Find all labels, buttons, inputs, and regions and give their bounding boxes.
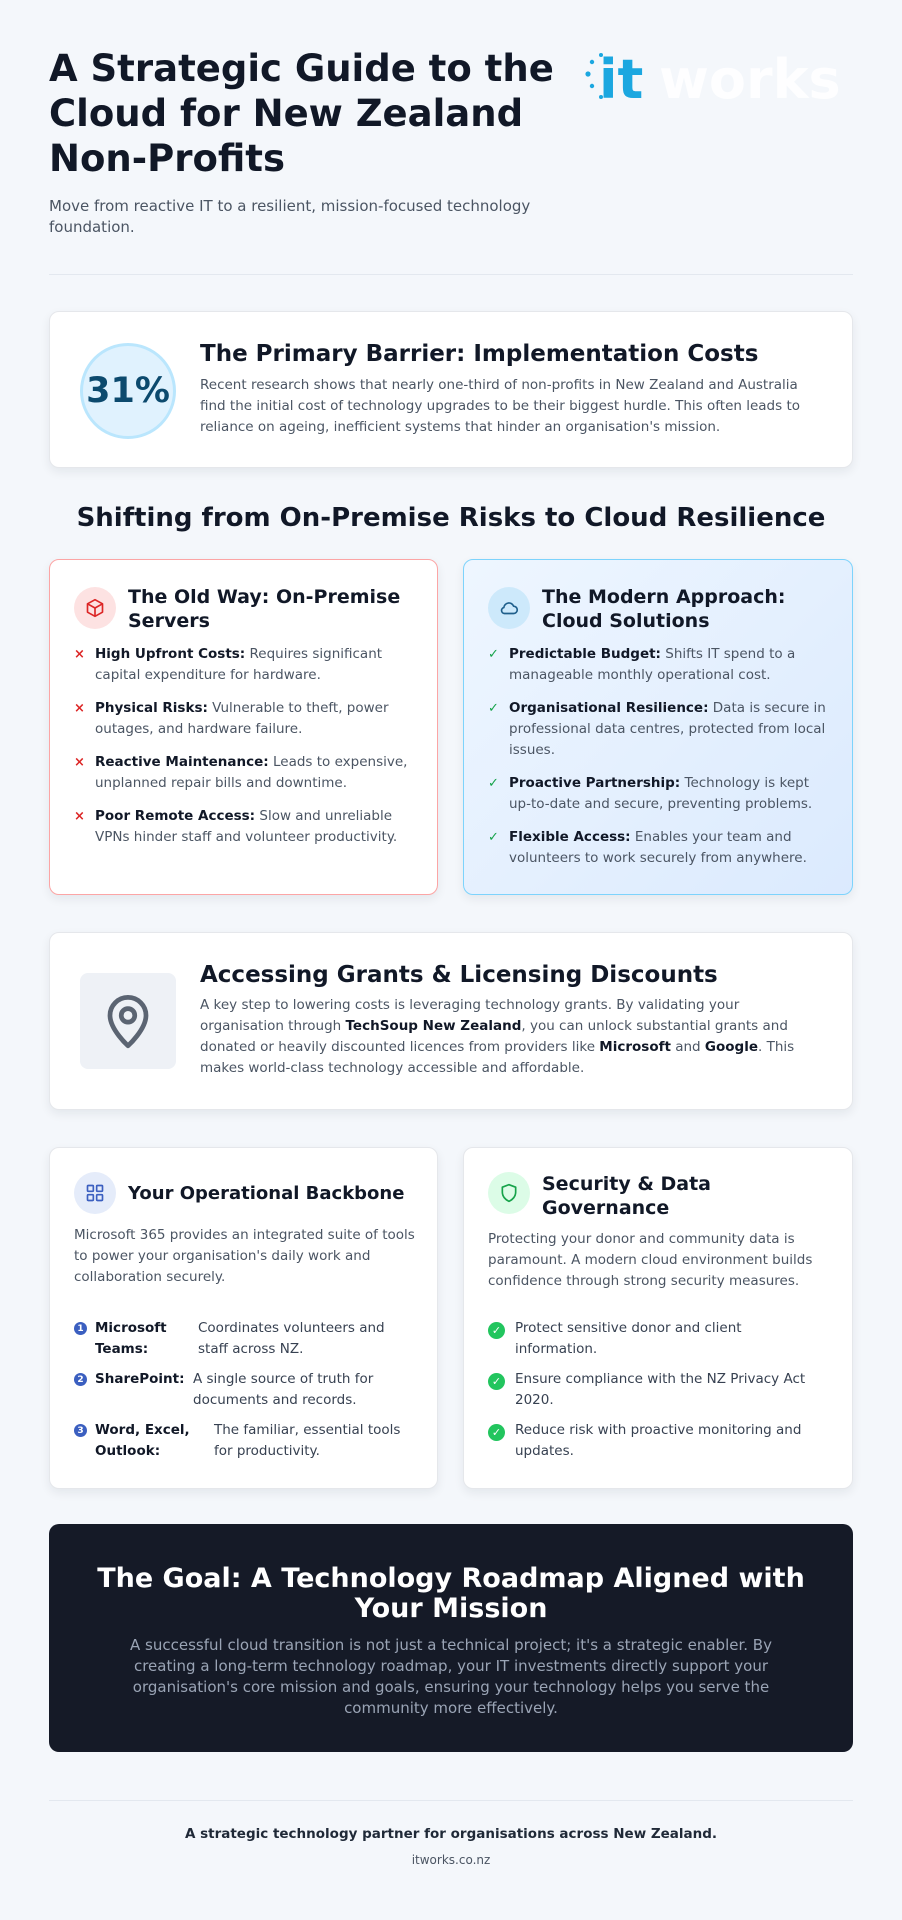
goal-body: A successful cloud transition is not just a technical project; it's a strategic enabler. By creating a long-term technology roadmap, your IT investments directly support your organisation's core mission and goals, ensuring your technology helps you serve the community more effectively. <box>130 1636 772 1717</box>
footer-url-link[interactable]: itworks.co.nz <box>411 1853 491 1867</box>
list-item: × Physical Risks: Vulnerable to theft, power outages, and hardware failure. <box>74 700 389 737</box>
number-badge: 2 <box>74 1373 87 1386</box>
backbone-intro: Microsoft 365 provides an integrated suite of tools to power your organisation's daily work and collaboration securely. <box>74 1227 415 1285</box>
list-item <box>74 1369 419 1413</box>
old-way-list <box>74 644 419 860</box>
header <box>49 46 853 246</box>
grants-heading: Accessing Grants & Licensing Discounts <box>200 962 718 988</box>
app-name: Microsoft Teams: <box>95 1320 167 1357</box>
x-icon: × <box>74 647 85 662</box>
barrier-body: Recent research shows that nearly one-third of non-profits in New Zealand and Australia find the initial cost of technology upgrades to be their biggest hurdle. This often leads to reliance on ageing, inefficient systems that hinder an organisation's mission. <box>200 377 801 435</box>
check-icon: ✓ <box>488 701 499 716</box>
list-item: ✓ Proactive Partnership: Technology is kept up-to-date and secure, preventing problems. <box>488 775 813 812</box>
list-item <box>74 1420 419 1464</box>
x-icon: × <box>74 809 85 824</box>
modern-approach-card <box>463 559 853 895</box>
itworks-logo-dots <box>583 50 853 110</box>
barrier-card <box>49 311 853 468</box>
app-name: SharePoint: <box>95 1371 185 1387</box>
number-badge: 3 <box>74 1424 87 1437</box>
divider <box>49 1800 853 1801</box>
section-title: Shifting from On-Premise Risks to Cloud Resilience <box>76 503 826 533</box>
app-description: A single source of truth for documents and records. <box>193 1371 374 1408</box>
security-heading: Security & Data Governance <box>542 1173 712 1219</box>
check-circle-icon: ✓ <box>488 1424 505 1441</box>
list-item: ✓ Flexible Access: Enables your team and volunteers to work securely from anywhere. <box>488 829 807 866</box>
x-icon: × <box>74 701 85 716</box>
cloud-icon <box>488 587 530 629</box>
check-circle-icon: ✓ <box>488 1373 505 1390</box>
app-description: Coordinates volunteers and staff across NZ. <box>198 1320 385 1357</box>
footer-tagline: A strategic technology partner for organisations across New Zealand. <box>184 1826 718 1842</box>
logo-works-text: works <box>659 50 841 110</box>
page-subtitle: Move from reactive IT to a resilient, mission-focused technology foundation. <box>49 197 531 236</box>
itworks-logo <box>583 50 853 110</box>
stat-circle: 31% <box>80 343 176 439</box>
page-title: A Strategic Guide to the Cloud for New Zealand Non-Profits <box>49 47 554 180</box>
goal-heading: The Goal: A Technology Roadmap Aligned with Your Mission <box>97 1563 805 1624</box>
old-way-heading: The Old Way: On-Premise Servers <box>128 586 401 632</box>
backbone-heading: Your Operational Backbone <box>128 1183 405 1204</box>
security-intro: Protecting your donor and community data is paramount. A modern cloud environment builds confidence through strong security measures. <box>488 1231 813 1289</box>
shield-icon <box>488 1172 530 1214</box>
list-item: × High Upfront Costs: Requires significant capital expenditure for hardware. <box>74 646 383 683</box>
check-circle-icon: ✓ <box>488 1322 505 1339</box>
x-icon: × <box>74 755 85 770</box>
grid-icon <box>74 1172 116 1214</box>
map-pin-icon <box>80 973 176 1069</box>
security-card: Security & Data Governance Protecting your donor and community data is paramount. A modern cloud environment builds confidence through strong security measures. ✓ Protect sensitive donor and client information. ✓ Ensure compliance with the NZ Privacy Act 2020. ✓ Reduce risk with proactive monitoring and updates. <box>463 1147 853 1489</box>
divider <box>49 274 853 275</box>
list-item: × Poor Remote Access: Slow and unreliable VPNs hinder staff and volunteer productivity. <box>74 808 398 845</box>
goal-banner <box>49 1524 853 1752</box>
grants-card <box>49 932 853 1110</box>
grants-body: A key step to lowering costs is leveraging technology grants. By validating your organisation through TechSoup New Zealand, you can unlock substantial grants and donated or heavily discounted licences from providers like Microsoft and Google. This makes world-class technology accessible and affordable. <box>200 997 795 1076</box>
backbone-card <box>49 1147 438 1489</box>
box-icon <box>74 587 116 629</box>
check-icon: ✓ <box>488 647 499 662</box>
app-name: Word, Excel, Outlook: <box>95 1422 190 1459</box>
list-item <box>74 1318 419 1362</box>
check-icon: ✓ <box>488 776 499 791</box>
list-item: ✓ Organisational Resilience: Data is secure in professional data centres, protected from local issues. <box>488 700 826 758</box>
check-icon: ✓ <box>488 830 499 845</box>
number-badge: 1 <box>74 1322 87 1335</box>
old-way-card <box>49 559 438 895</box>
list-item: × Reactive Maintenance: Leads to expensive, unplanned repair bills and downtime. <box>74 754 408 791</box>
logo-it-text: it <box>599 50 644 110</box>
list-item: ✓ Predictable Budget: Shifts IT spend to a manageable monthly operational cost. <box>488 646 796 683</box>
barrier-heading: The Primary Barrier: Implementation Costs <box>200 341 759 367</box>
modern-approach-heading: The Modern Approach: Cloud Solutions <box>542 586 786 632</box>
app-description: The familiar, essential tools for productivity. <box>214 1422 401 1459</box>
modern-approach-list <box>488 644 833 881</box>
